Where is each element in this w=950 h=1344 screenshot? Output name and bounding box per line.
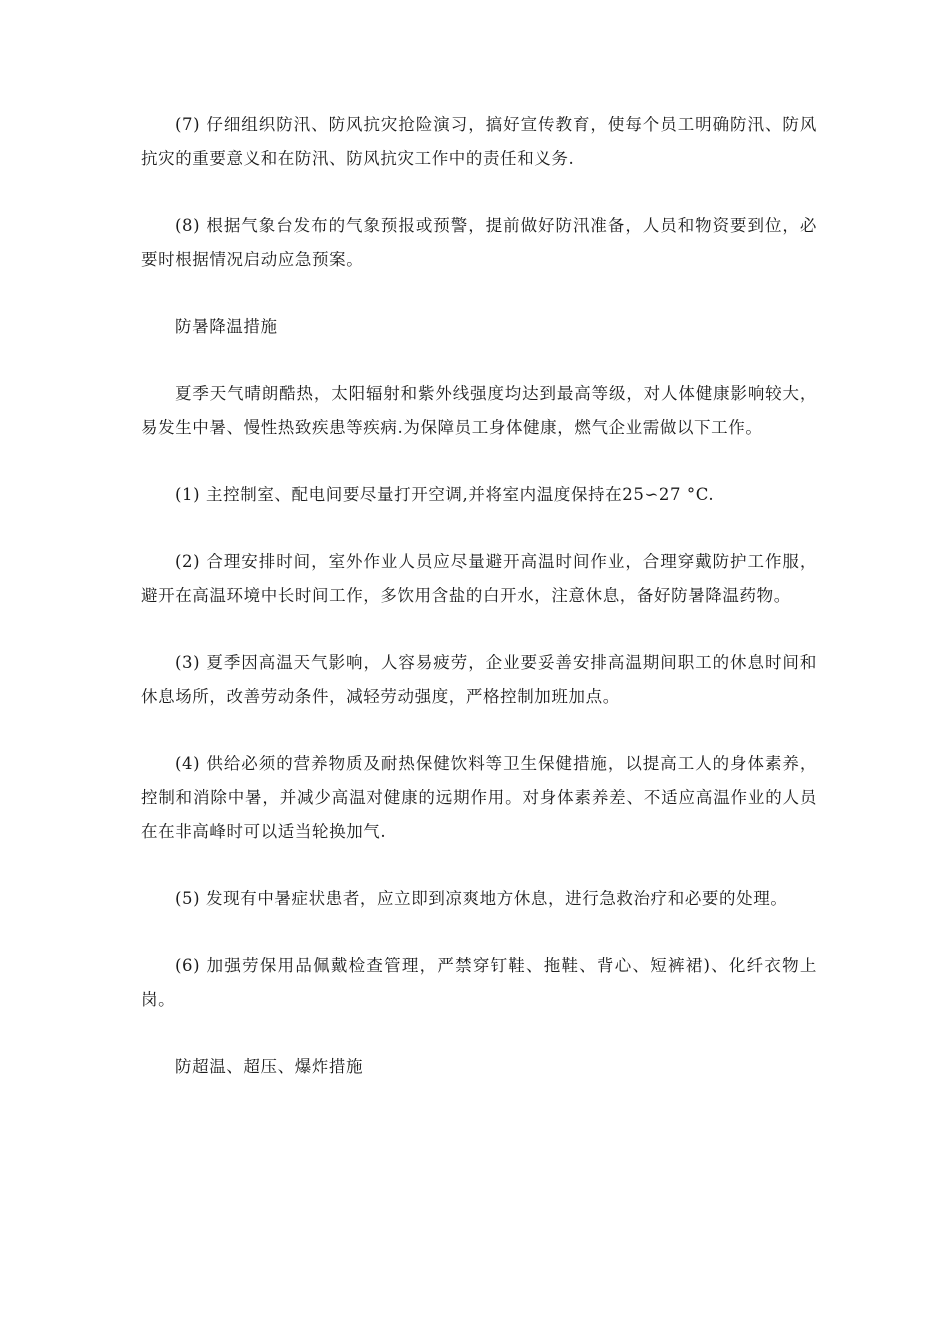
paragraph-summer-intro: 夏季天气晴朗酷热，太阳辐射和紫外线强度均达到最高等级，对人体健康影响较大，易发生中暑、慢性热致疾患等疾病.为保障员工身体健康，燃气企业需做以下工作。 [141,384,817,437]
document-body [141,108,817,1084]
paragraph-item-6: (6) 加强劳保用品佩戴检查管理，严禁穿钉鞋、拖鞋、背心、短裤裙)、化纤衣物上岗。 [141,956,817,1009]
section-heading-heatstroke: 防暑降温措施 [175,317,278,336]
paragraph-item-2: (2) 合理安排时间，室外作业人员应尽量避开高温时间作业，合理穿戴防护工作服，避开在高温环境中长时间工作，多饮用含盐的白开水，注意休息，备好防暑降温药物。 [141,552,817,605]
section-heading-overtemp: 防超温、超压、爆炸措施 [175,1057,364,1076]
paragraph-item-5: (5) 发现有中暑症状患者，应立即到凉爽地方休息，进行急救治疗和必要的处理。 [175,889,788,908]
paragraph-item-1: (1) 主控制室、配电间要尽量打开空调,并将室内温度保持在25∽27 °C. [175,485,715,504]
paragraph-flood-drill: (7) 仔细组织防汛、防风抗灾抢险演习，搞好宣传教育，使每个员工明确防汛、防风抗灾的重要意义和在防汛、防风抗灾工作中的责任和义务. [141,115,817,168]
paragraph-flood-forecast: (8) 根据气象台发布的气象预报或预警，提前做好防汛准备，人员和物资要到位，必要时根据情况启动应急预案。 [141,216,817,269]
paragraph-item-3: (3) 夏季因高温天气影响，人容易疲劳，企业要妥善安排高温期间职工的休息时间和休息场所，改善劳动条件，减轻劳动强度，严格控制加班加点。 [141,653,817,706]
paragraph-item-4: (4) 供给必须的营养物质及耐热保健饮料等卫生保健措施，以提高工人的身体素养，控制和消除中暑，并减少高温对健康的远期作用。对身体素养差、不适应高温作业的人员在在非高峰时可以适当轮换加气. [141,754,817,841]
